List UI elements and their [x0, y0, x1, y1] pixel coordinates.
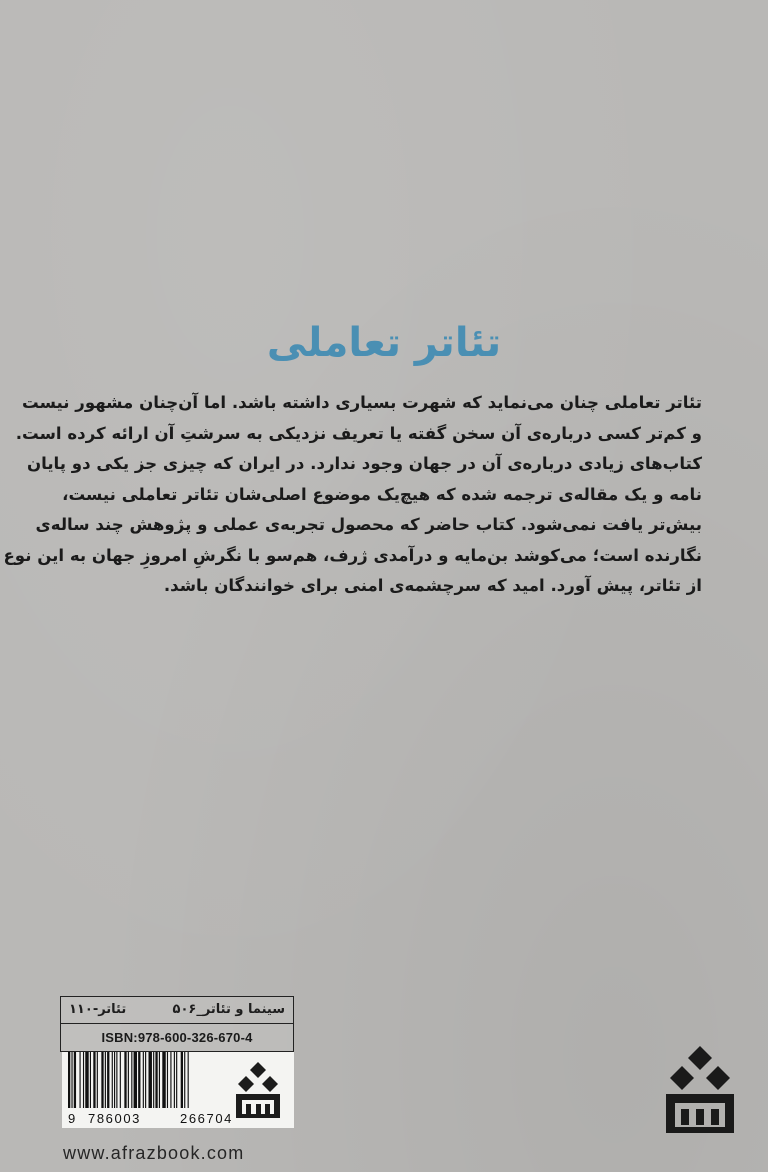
publisher-logo-large	[660, 1044, 740, 1136]
publisher-website: www.afrazbook.com	[63, 1143, 245, 1163]
blurb-line: نگارنده است؛ می‌کوشد بن‌مایه و درآمدی ژرف، هم‌سو با نگرشِ امروزِ جهان به این نوع	[3, 545, 702, 565]
blurb-line: کتاب‌های زیادی درباره‌ی آن در جهان وجود ندارد. در ایران که چیزی جز یکی دو پایان	[26, 454, 702, 473]
publisher-logo-small	[232, 1060, 284, 1120]
blurb-line: تئاتر تعاملی چنان می‌نماید که شهرت بسیاری داشته باشد. اما آن‌چنان مشهور نیست	[22, 393, 702, 412]
book-title: تئاتر تعاملی	[266, 320, 502, 366]
blurb-line: از تئاتر، پیش آورد. امید که سرچشمه‌ی امنی برای خوانندگان باشد.	[163, 576, 702, 595]
barcode-group-2: 266704	[180, 1111, 233, 1126]
blurb-line: بیش‌تر یافت نمی‌شود. کتاب حاضر که محصول تجربه‌ی عملی و پژوهش چند ساله‌ی	[35, 515, 702, 534]
series-theatre: تئاتر-۱۱۰	[69, 1002, 127, 1017]
isbn: ISBN:978-600-326-670-4	[101, 1030, 253, 1045]
book-blurb	[3, 388, 702, 602]
barcode-bars	[68, 1052, 236, 1110]
series-info-box	[60, 996, 294, 1052]
series-cinema-theatre: سینما و تئاتر_۵۰۶	[172, 1002, 285, 1017]
barcode-lead-digit: 9	[68, 1111, 76, 1126]
barcode-group-1: 786003	[88, 1111, 141, 1126]
series-row	[61, 997, 293, 1024]
blurb-line: نامه و یک مقاله‌ی ترجمه شده که هیچ‌یک موضوع اصلی‌شان تئاتر تعاملی نیست،	[62, 484, 702, 504]
blurb-line: و کم‌تر کسی درباره‌ی آن سخن گفته یا تعریف نزدیکی به سرشتِ آن ارائه کرده است.	[15, 423, 702, 443]
